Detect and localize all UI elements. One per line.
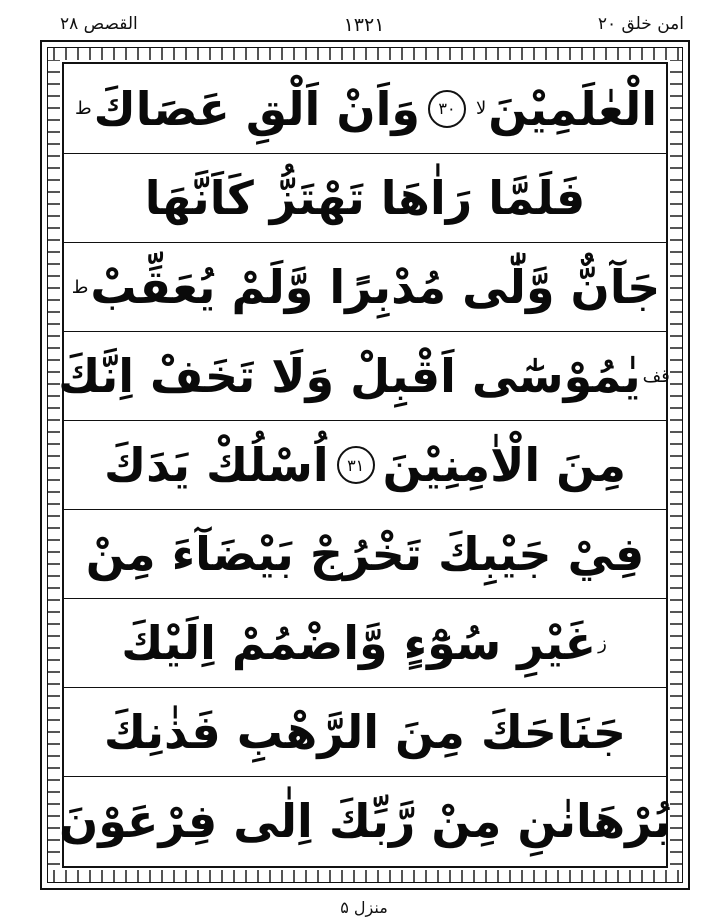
page-header <box>0 10 728 40</box>
waqf-sign: ط <box>71 276 89 298</box>
manzil-footer: منزل ۵ <box>340 898 388 917</box>
ayah-number-marker: ۳۰ <box>428 90 466 128</box>
text-area <box>58 62 672 868</box>
text-line-5 <box>64 420 666 509</box>
line-text: بُرْهَانٰنِ مِنْ رَّبِّكَ اِلٰى فِرْعَوْنَ <box>58 794 672 848</box>
line-text: فَلَمَّا رَاٰهَا تَهْتَزُّ كَاَنَّهَا <box>144 171 586 225</box>
text-line-3 <box>64 242 666 331</box>
text-line-2 <box>64 153 666 242</box>
line-text: وَاَنْ اَلْقِ عَصَاكَ <box>93 81 420 136</box>
line-text: فِيْ جَيْبِكَ تَخْرُجْ بَيْضَآءَ مِنْ <box>85 527 645 581</box>
text-line-1 <box>64 64 666 153</box>
line-text: يٰمُوْسٰٓى اَقْبِلْ وَلَا تَخَفْ اِنَّكَ <box>58 349 641 403</box>
waqf-sign: لا <box>475 98 487 119</box>
text-line-6 <box>64 509 666 598</box>
text-line-8 <box>64 687 666 776</box>
line-text: الْعٰلَمِیْنَ <box>488 81 658 136</box>
waqf-sign: ز <box>598 632 607 654</box>
line-text: جَآنٌّ وَّلّٰى مُدْبِرًا وَّلَمْ يُعَقِّبْ <box>90 260 661 314</box>
text-line-4 <box>58 331 670 420</box>
para-name: امن خلق ۲۰ <box>597 14 684 34</box>
line-text: جَنَاحَكَ مِنَ الرَّهْبِ فَذٰنِكَ <box>103 705 627 759</box>
line-text: غَيْرِ سُوْٓءٍ وَّاضْمُمْ اِلَيْكَ <box>121 616 597 670</box>
page-frame <box>40 40 690 890</box>
text-line-7 <box>64 598 666 687</box>
waqf-sign: قف <box>642 365 670 387</box>
surah-name: القصص ۲۸ <box>60 14 138 34</box>
ayah-number-marker: ۳۱ <box>337 446 375 484</box>
text-line-9 <box>58 776 672 865</box>
line-text: مِنَ الْاٰمِنِيْنَ <box>382 438 626 492</box>
waqf-sign: ط <box>74 98 92 119</box>
page-number: ۱۳۲۱ <box>343 14 385 36</box>
line-text: اُسْلُكْ يَدَكَ <box>104 438 329 492</box>
